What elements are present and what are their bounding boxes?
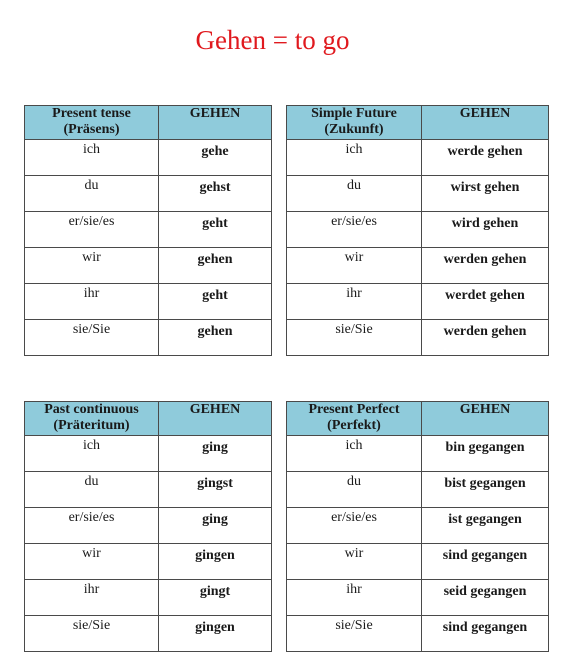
verb-form-cell: sind gegangen xyxy=(422,544,549,580)
verb-form-cell: wird gehen xyxy=(422,212,549,248)
verb-form-cell: sind gegangen xyxy=(422,616,549,652)
table-header-row xyxy=(287,402,549,436)
pronoun-cell: wir xyxy=(25,544,159,580)
pronoun-cell: sie/Sie xyxy=(25,616,159,652)
table-header-row xyxy=(287,106,549,140)
verb-form-cell: gehen xyxy=(159,248,272,284)
pronoun-cell: du xyxy=(287,472,422,508)
table-row xyxy=(25,176,272,212)
verb-form-cell: werden gehen xyxy=(422,320,549,356)
verb-form-cell: gehst xyxy=(159,176,272,212)
table-row xyxy=(287,472,549,508)
verb-form-cell: ist gegangen xyxy=(422,508,549,544)
tense-name: Present Perfect xyxy=(308,402,400,417)
pronoun-cell: sie/Sie xyxy=(25,320,159,356)
table-row xyxy=(287,436,549,472)
verb-form-cell: gingst xyxy=(159,472,272,508)
present-tense-table xyxy=(24,105,272,356)
table-row xyxy=(25,140,272,176)
verb-header: GEHEN xyxy=(159,106,272,140)
table-row xyxy=(25,544,272,580)
table-row xyxy=(287,544,549,580)
tense-header xyxy=(25,402,159,436)
tense-name: Simple Future xyxy=(311,106,397,121)
verb-header: GEHEN xyxy=(422,106,549,140)
verb-form-cell: gehen xyxy=(159,320,272,356)
verb-form-cell: ging xyxy=(159,508,272,544)
tense-name-german: (Präteritum) xyxy=(53,418,130,433)
table-row xyxy=(287,508,549,544)
pronoun-cell: du xyxy=(25,472,159,508)
verb-form-cell: werde gehen xyxy=(422,140,549,176)
table-row xyxy=(25,248,272,284)
table-row xyxy=(287,140,549,176)
pronoun-cell: er/sie/es xyxy=(287,212,422,248)
verb-form-cell: werden gehen xyxy=(422,248,549,284)
table-row xyxy=(287,616,549,652)
verb-header: GEHEN xyxy=(422,402,549,436)
table-row xyxy=(25,472,272,508)
pronoun-cell: ich xyxy=(25,436,159,472)
verb-form-cell: geht xyxy=(159,212,272,248)
verb-form-cell: ging xyxy=(159,436,272,472)
table-row xyxy=(25,508,272,544)
verb-form-cell: gehe xyxy=(159,140,272,176)
pronoun-cell: ihr xyxy=(25,284,159,320)
pronoun-cell: ihr xyxy=(287,284,422,320)
table-header-row xyxy=(25,106,272,140)
pronoun-cell: er/sie/es xyxy=(25,212,159,248)
pronoun-cell: wir xyxy=(287,544,422,580)
pronoun-cell: er/sie/es xyxy=(25,508,159,544)
pronoun-cell: er/sie/es xyxy=(287,508,422,544)
verb-form-cell: bin gegangen xyxy=(422,436,549,472)
pronoun-cell: ihr xyxy=(25,580,159,616)
pronoun-cell: sie/Sie xyxy=(287,616,422,652)
past-continuous-table xyxy=(24,401,272,652)
tense-name-german: (Perfekt) xyxy=(327,418,381,433)
verb-form-cell: gingen xyxy=(159,544,272,580)
pronoun-cell: du xyxy=(25,176,159,212)
table-row xyxy=(25,436,272,472)
pronoun-cell: du xyxy=(287,176,422,212)
table-row xyxy=(25,284,272,320)
table-row xyxy=(287,176,549,212)
table-row xyxy=(25,580,272,616)
tense-name-german: (Zukunft) xyxy=(324,122,384,137)
verb-form-cell: geht xyxy=(159,284,272,320)
pronoun-cell: wir xyxy=(25,248,159,284)
pronoun-cell: sie/Sie xyxy=(287,320,422,356)
tense-header xyxy=(287,106,422,140)
verb-form-cell: werdet gehen xyxy=(422,284,549,320)
pronoun-cell: wir xyxy=(287,248,422,284)
tense-name: Present tense xyxy=(52,106,131,121)
table-row xyxy=(25,616,272,652)
tense-header xyxy=(287,402,422,436)
table-row xyxy=(287,248,549,284)
verb-form-cell: bist gegangen xyxy=(422,472,549,508)
table-row xyxy=(25,212,272,248)
verb-form-cell: wirst gehen xyxy=(422,176,549,212)
pronoun-cell: ich xyxy=(287,436,422,472)
table-header-row xyxy=(25,402,272,436)
tense-name-german: (Präsens) xyxy=(63,122,120,137)
table-row xyxy=(287,580,549,616)
table-row xyxy=(287,320,549,356)
pronoun-cell: ihr xyxy=(287,580,422,616)
verb-form-cell: gingt xyxy=(159,580,272,616)
page-title: Gehen = to go xyxy=(195,25,350,55)
table-row xyxy=(287,284,549,320)
tense-name: Past continuous xyxy=(44,402,139,417)
verb-form-cell: seid gegangen xyxy=(422,580,549,616)
pronoun-cell: ich xyxy=(287,140,422,176)
table-row xyxy=(287,212,549,248)
verb-form-cell: gingen xyxy=(159,616,272,652)
verb-header: GEHEN xyxy=(159,402,272,436)
present-perfect-table xyxy=(286,401,549,652)
table-row xyxy=(25,320,272,356)
pronoun-cell: ich xyxy=(25,140,159,176)
simple-future-table xyxy=(286,105,549,356)
tense-header xyxy=(25,106,159,140)
